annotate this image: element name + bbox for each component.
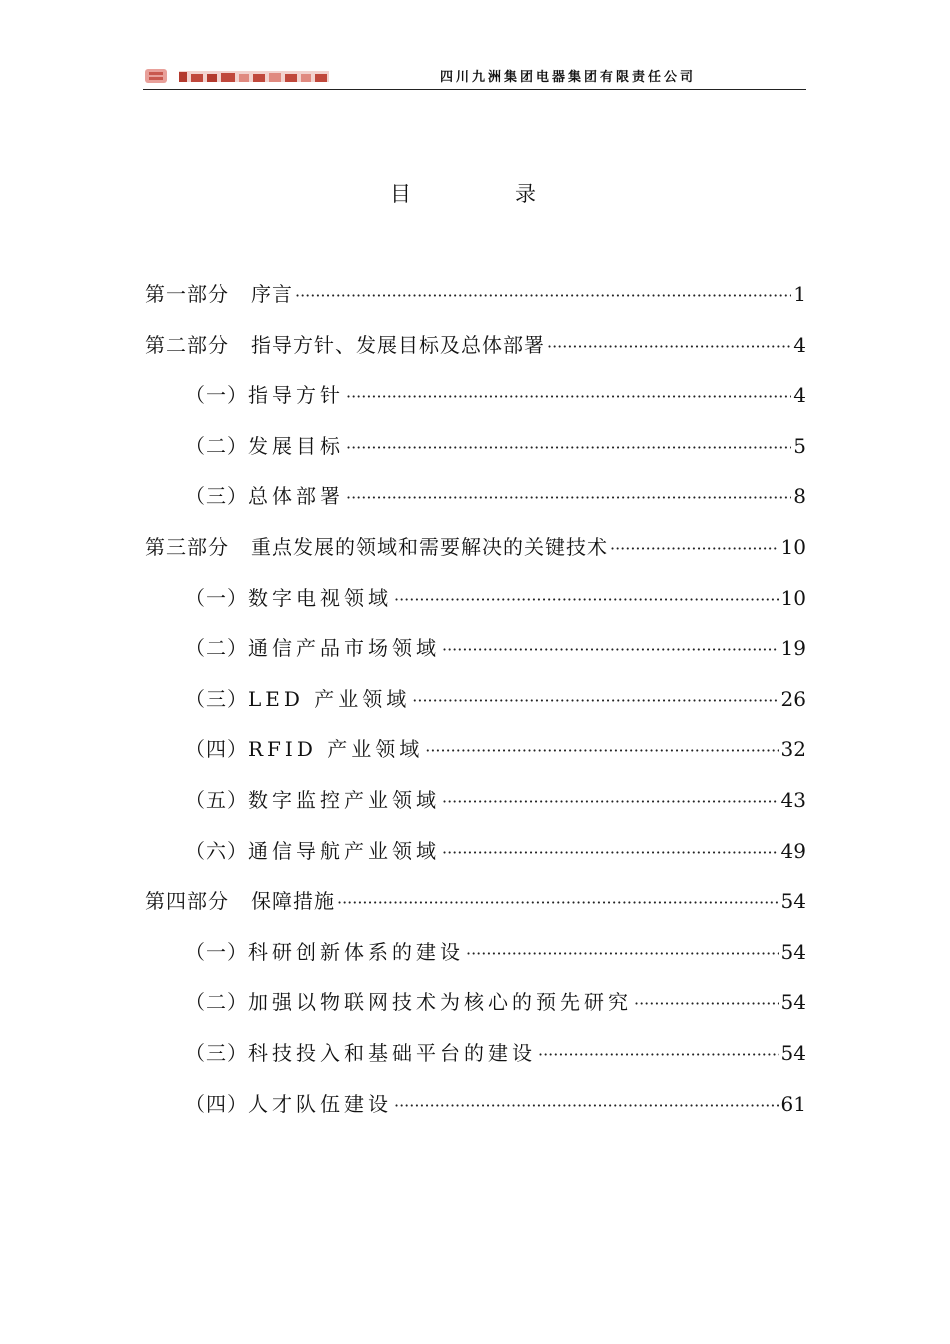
toc-entry[interactable]	[145, 786, 806, 837]
toc-dot-leader	[412, 687, 778, 715]
toc-entry-label: RFID 产业领域	[248, 737, 424, 762]
toc-entry-page: 43	[780, 787, 806, 812]
toc-dot-leader	[547, 333, 791, 361]
toc-entry-label: 序言	[251, 282, 293, 306]
toc-dot-leader	[634, 990, 779, 1018]
toc-entry-label: 发展目标	[248, 433, 344, 458]
toc-entry[interactable]	[145, 381, 806, 432]
toc-dot-leader	[442, 788, 779, 816]
toc-entry-label: 加强以物联网技术为核心的预先研究	[248, 990, 632, 1015]
toc-entry-page: 54	[780, 990, 806, 1015]
toc-entry[interactable]	[145, 280, 806, 331]
toc-entry-number: 第二部分	[145, 332, 229, 357]
toc-entry-page: 32	[780, 737, 806, 762]
toc-entry-label: 指导方针	[248, 383, 344, 408]
company-name: 四川九洲集团电器集团有限责任公司	[439, 70, 696, 85]
toc-entry-page: 54	[780, 889, 806, 914]
toc-entry-number: （一）	[185, 383, 248, 408]
toc-entry[interactable]	[145, 634, 806, 685]
toc-entry[interactable]	[145, 938, 806, 989]
toc-entry-label: 保障措施	[251, 889, 335, 914]
toc-entry-page: 4	[793, 332, 806, 357]
table-of-contents	[145, 280, 806, 1140]
toc-entry-number: （三）	[185, 1040, 248, 1065]
toc-entry[interactable]	[145, 735, 806, 786]
page-header	[143, 62, 806, 90]
toc-entry-page: 26	[780, 686, 806, 711]
toc-entry-label: 科技投入和基础平台的建设	[248, 1040, 536, 1065]
toc-dot-leader	[295, 282, 791, 310]
toc-entry-number: （六）	[185, 838, 248, 863]
toc-entry-number: （二）	[185, 636, 248, 661]
toc-entry-page: 1	[793, 282, 806, 306]
toc-entry-number: （三）	[185, 686, 248, 711]
toc-entry-number: （一）	[185, 585, 248, 610]
toc-entry-page: 54	[780, 939, 806, 964]
toc-entry-label: 总体部署	[248, 484, 344, 509]
toc-entry[interactable]	[145, 584, 806, 635]
page-title: 目录	[390, 182, 640, 206]
toc-entry-page: 61	[780, 1091, 806, 1116]
toc-dot-leader	[337, 889, 779, 917]
toc-entry-page: 19	[780, 636, 806, 661]
toc-entry-number: （五）	[185, 787, 248, 812]
toc-entry-page: 49	[780, 838, 806, 863]
toc-dot-leader	[442, 839, 779, 867]
toc-entry[interactable]	[145, 533, 806, 584]
toc-entry-label: 重点发展的领域和需要解决的关键技术	[251, 534, 608, 559]
toc-dot-leader	[346, 383, 791, 411]
toc-entry-page: 54	[780, 1040, 806, 1065]
toc-entry-page: 4	[793, 383, 806, 408]
toc-entry-page: 10	[780, 585, 806, 610]
toc-entry-label: 通信导航产业领域	[248, 838, 440, 863]
toc-dot-leader	[425, 737, 778, 765]
toc-dot-leader	[538, 1041, 779, 1069]
toc-dot-leader	[394, 586, 779, 614]
toc-entry-number: （二）	[185, 990, 248, 1015]
toc-entry-number: 第一部分	[145, 282, 229, 306]
toc-entry-page: 8	[793, 484, 806, 509]
toc-entry[interactable]	[145, 432, 806, 483]
toc-entry-label: 通信产品市场领域	[248, 636, 440, 661]
toc-entry-label: 科研创新体系的建设	[248, 939, 464, 964]
toc-dot-leader	[610, 535, 779, 563]
toc-entry[interactable]	[145, 1039, 806, 1090]
toc-entry[interactable]	[145, 988, 806, 1039]
toc-entry[interactable]	[145, 685, 806, 736]
toc-dot-leader	[346, 484, 791, 512]
toc-entry-label: 人才队伍建设	[248, 1091, 392, 1116]
toc-entry-number: （四）	[185, 1091, 248, 1116]
toc-entry[interactable]	[145, 887, 806, 938]
toc-entry-number: 第三部分	[145, 534, 229, 559]
toc-entry-label: 数字电视领域	[248, 585, 392, 610]
toc-entry[interactable]	[145, 837, 806, 888]
toc-dot-leader	[394, 1092, 779, 1120]
toc-entry-number: （二）	[185, 433, 248, 458]
toc-dot-leader	[346, 434, 791, 462]
company-logo	[145, 68, 345, 84]
toc-entry-number: （三）	[185, 484, 248, 509]
toc-entry-page: 10	[780, 534, 806, 559]
toc-entry-label: 数字监控产业领域	[248, 787, 440, 812]
toc-entry-label: LED 产业领域	[248, 686, 411, 711]
toc-entry-number: （四）	[185, 737, 248, 762]
toc-entry[interactable]	[145, 331, 806, 382]
toc-entry-number: 第四部分	[145, 889, 229, 914]
toc-entry-label: 指导方针、发展目标及总体部署	[251, 332, 545, 357]
toc-entry[interactable]	[145, 482, 806, 533]
toc-entry-number: （一）	[185, 939, 248, 964]
toc-dot-leader	[466, 940, 779, 968]
toc-entry-page: 5	[793, 433, 806, 458]
toc-entry[interactable]	[145, 1090, 806, 1141]
toc-dot-leader	[442, 636, 779, 664]
